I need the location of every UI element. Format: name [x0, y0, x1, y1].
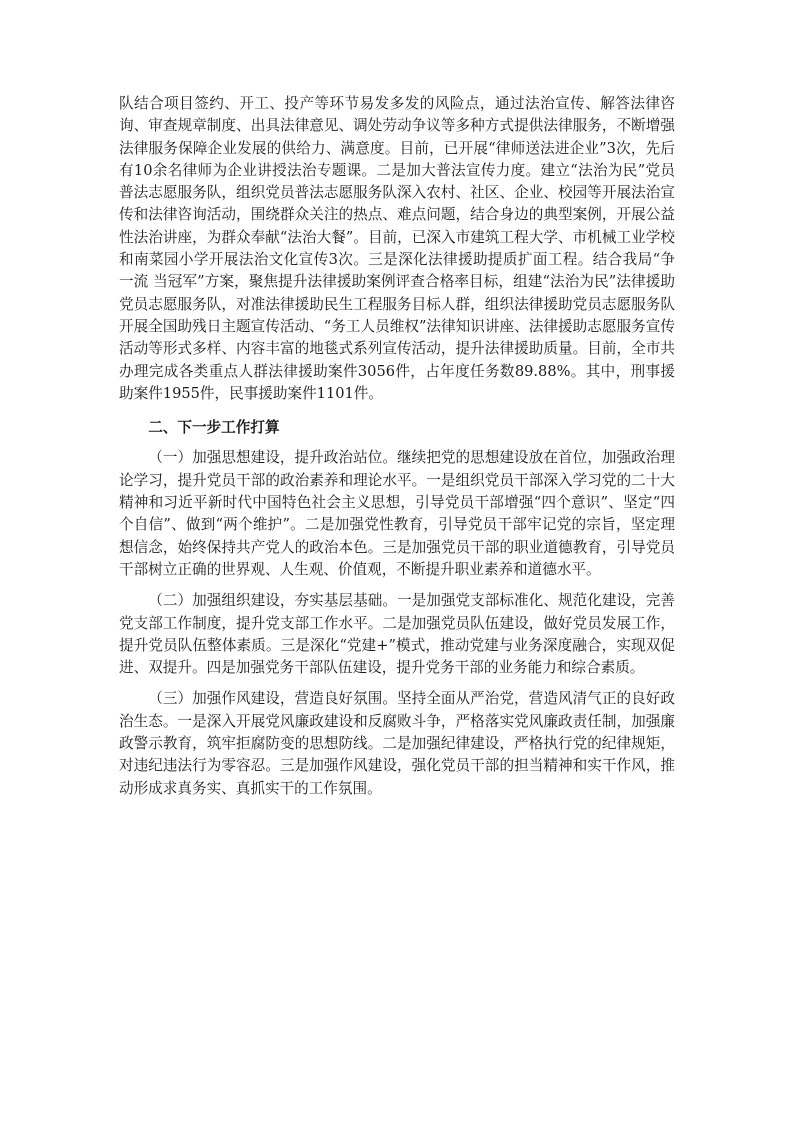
intro-paragraph: 队结合项目签约、开工、投产等环节易发多发的风险点，通过法治宣传、解答法律咨询、审查规章制度、出具法律意见、调处劳动争议等多种方式提供法律服务，不断增强法律服务保障企业发展的供给力、满意度。目前，已开展“律师送法进企业”3次，先后有10余名律师为企业讲授法治专题课。二是加大普法宣传力度。建立“法治为民”党员普法志愿服务队，组织党员普法志愿服务队深入农村、社区、企业、校园等开展法治宣传和法律咨询活动，围绕群众关注的热点、难点问题，结合身边的典型案例，开展公益性法治讲座，为群众奉献“法治大餐”。目前，已深入市建筑工程大学、市机械工业学校和南菜园小学开展法治文化宣传3次。三是深化法律援助提质扩面工程。结合我局“争一流 当冠军”方案，聚焦提升法律援助案例评查合格率目标，组建“法治为民”法律援助党员志愿服务队，对准法律援助民生工程服务目标人群，组织法律援助党员志愿服务队开展全国助残日主题宣传活动、“务工人员维权”法律知识讲座、法律援助志愿服务宣传活动等形式多样、内容丰富的地毯式系列宣传活动，提升法律援助质量。目前，全市共办理完成各类重点人群法律援助案件3056件，占年度任务数89.88%。其中，刑事援助案件1955件，民事援助案件1101件。 — [119, 95, 675, 402]
paragraph-ideological-building: （一）加强思想建设，提升政治站位。继续把党的思想建设放在首位，加强政治理论学习，提升党员干部的政治素养和理论水平。一是组织党员干部深入学习党的二十大精神和习近平新时代中国特色社会主义思想，引导党员干部增强“四个意识”、坚定“四个自信”、做到“两个维护”。二是加强党性教育，引导党员干部牢记党的宗旨，坚定理想信念，始终保持共产党人的政治本色。三是加强党员干部的职业道德教育，引导党员干部树立正确的世界观、人生观、价值观，不断提升职业素养和道德水平。 — [119, 449, 675, 578]
document-body — [119, 93, 675, 800]
paragraph-work-style-building: （三）加强作风建设，营造良好氛围。坚持全面从严治党，营造风清气正的良好政治生态。一是深入开展党风廉政建设和反腐败斗争，严格落实党风廉政责任制，加强廉政警示教育，筑牢拒腐防变的思想防线。二是加强纪律建设，严格执行党的纪律规矩，对违纪违法行为零容忍。三是加强作风建设，强化党员干部的担当精神和实干作风，推动形成求真务实、真抓实干的工作氛围。 — [119, 690, 675, 797]
paragraph-gap — [119, 581, 675, 590]
paragraph-gap — [119, 679, 675, 688]
paragraph-organizational-building: （二）加强组织建设，夯实基层基础。一是加强党支部标准化、规范化建设，完善党支部工作制度，提升党支部工作水平。二是加强党员队伍建设，做好党员发展工作，提升党员队伍整体素质。三是深化“党建+”模式，推动党建与业务深度融合，实现双促进、双提升。四是加强党务干部队伍建设，提升党务干部的业务能力和综合素质。 — [119, 592, 675, 677]
section-heading: 二、下一步工作打算 — [148, 419, 280, 437]
